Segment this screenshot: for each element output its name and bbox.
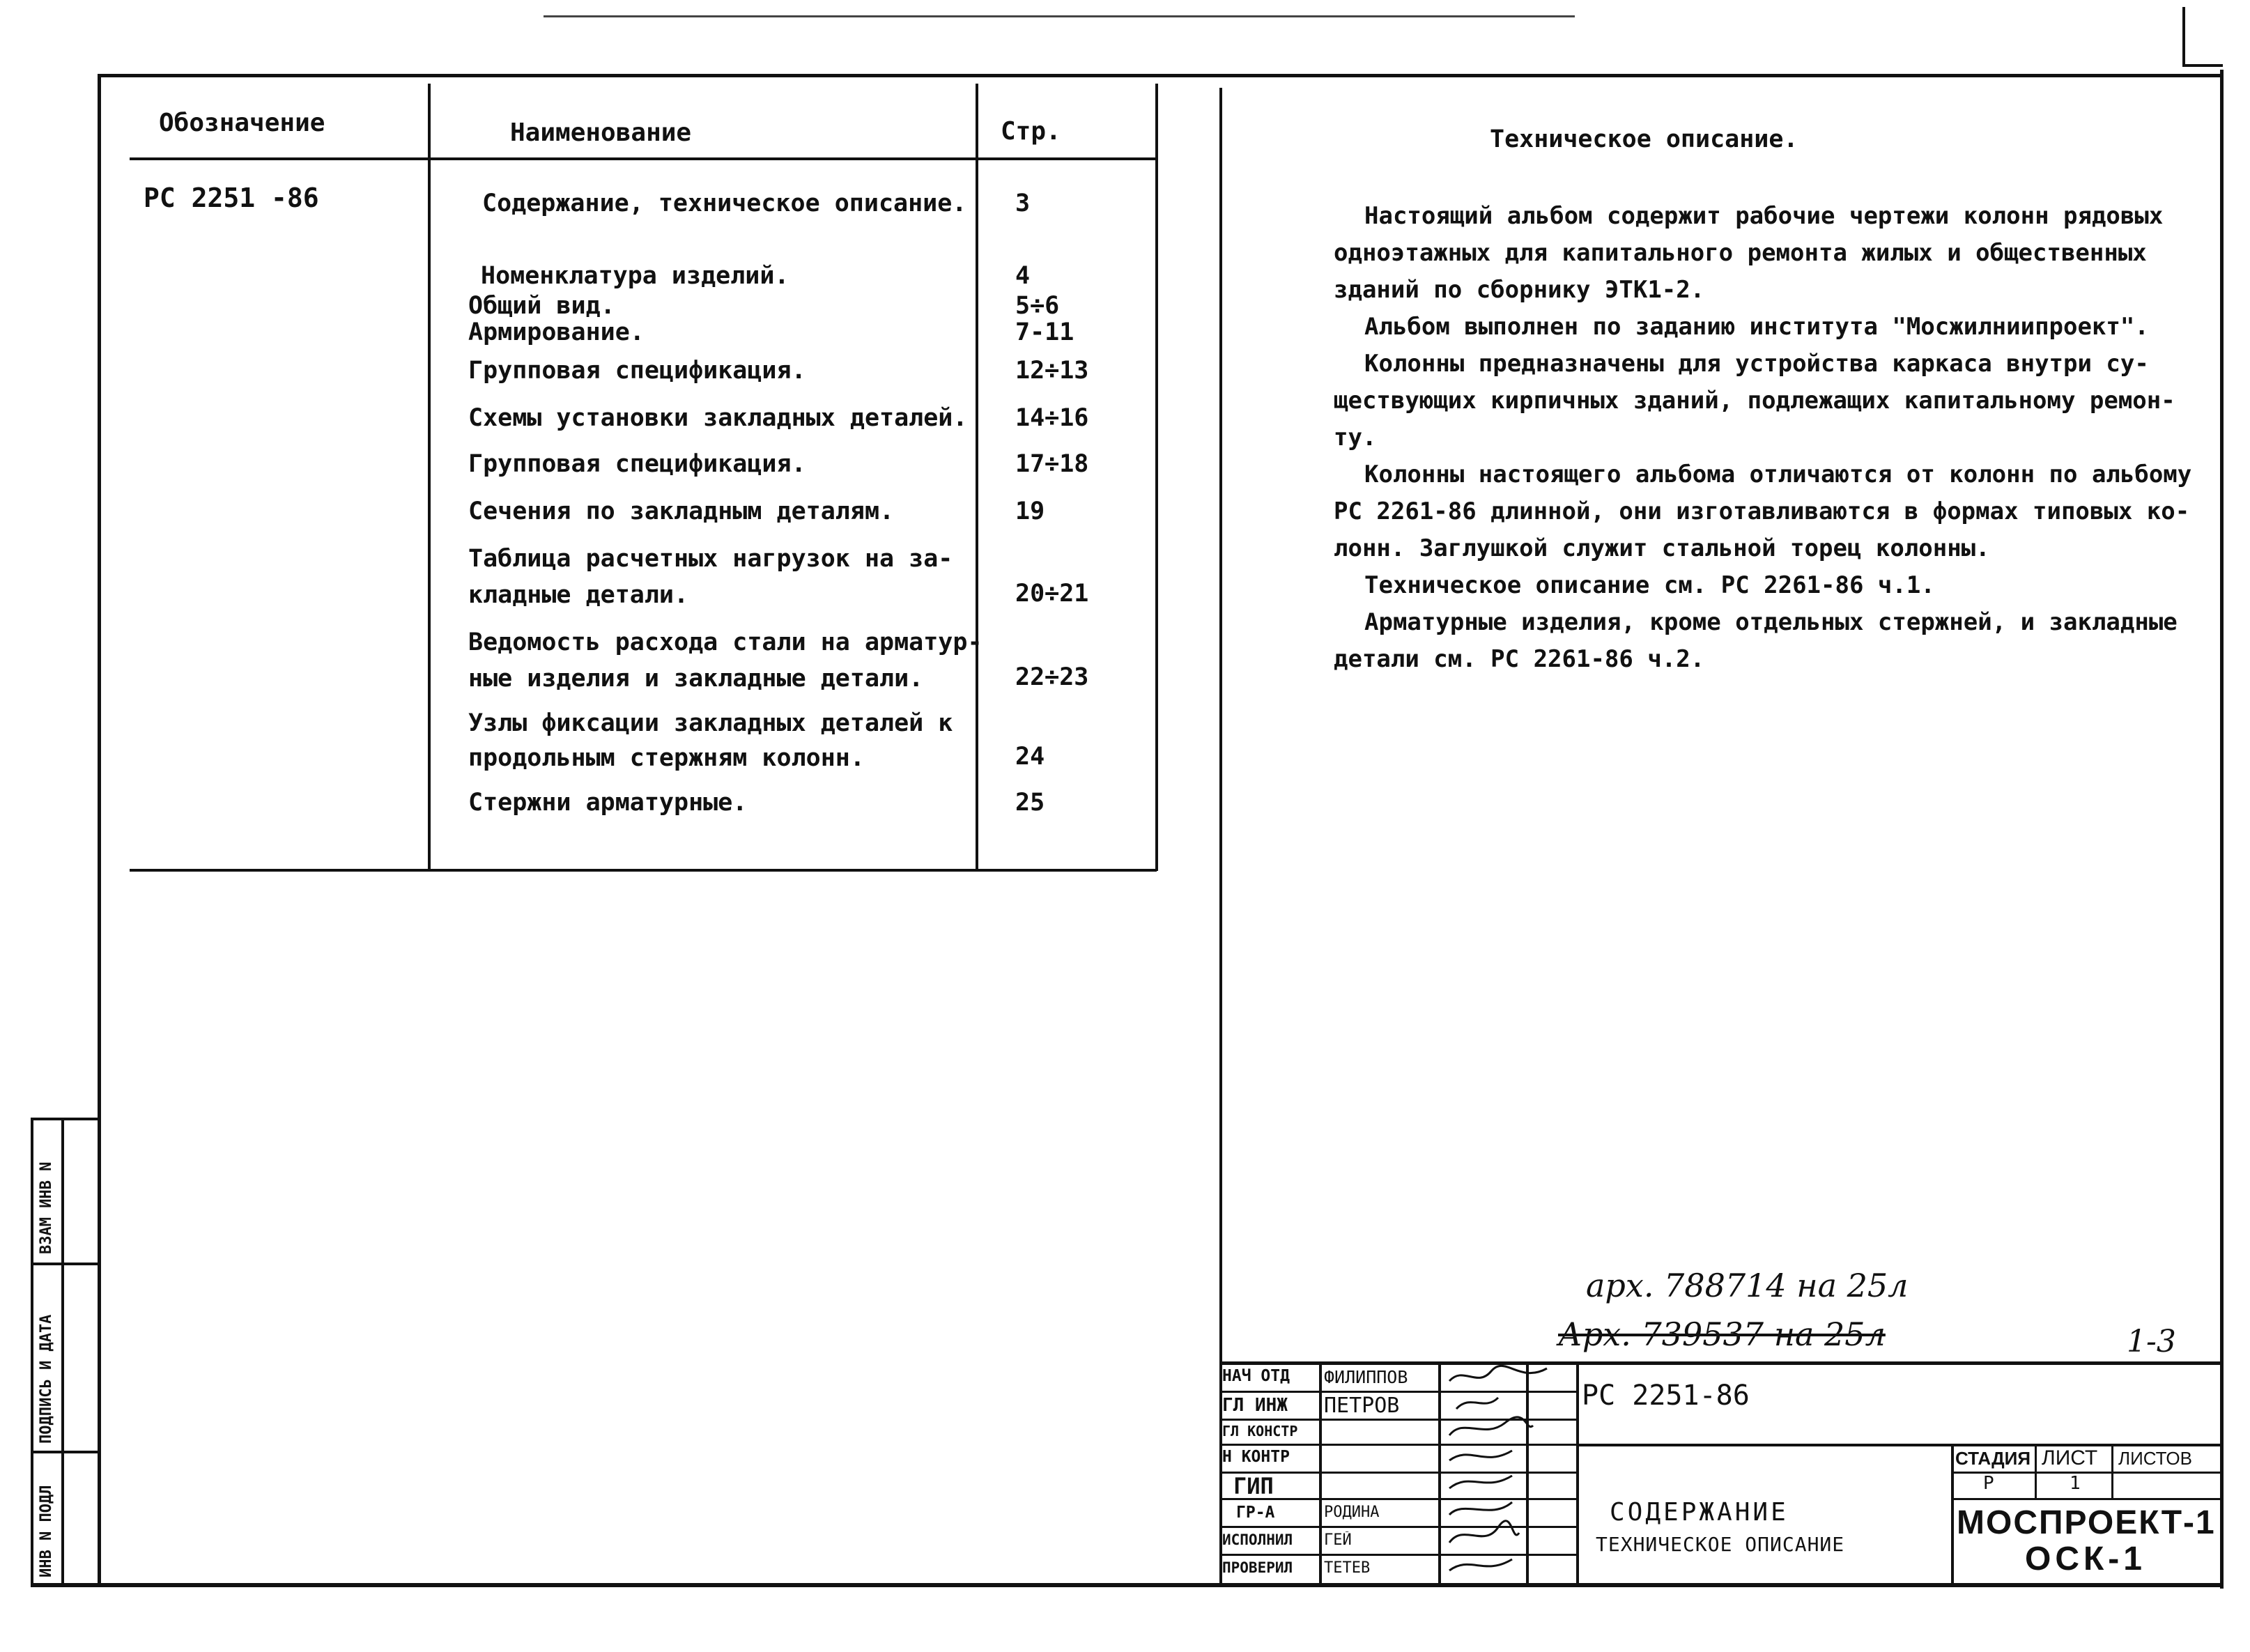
toc-item-page: 3 bbox=[1015, 190, 1031, 217]
toc-item-page: 20÷21 bbox=[1015, 580, 1089, 608]
description-line: Альбом выполнен по заданию института "Мосжилниипроект". bbox=[1364, 313, 2149, 341]
signer-role: ГЛ ИНЖ bbox=[1222, 1395, 1288, 1416]
toc-designation: РС 2251 -86 bbox=[144, 183, 319, 213]
toc-item-name-cont: ные изделия и закладные детали. bbox=[468, 665, 924, 693]
title-block-col-5 bbox=[1951, 1444, 1954, 1584]
toc-header-page: Стр. bbox=[1001, 117, 1061, 146]
toc-item-name: Групповая спецификация. bbox=[468, 450, 806, 478]
signer-name: ФИЛИППОВ bbox=[1324, 1367, 1408, 1387]
signer-role: НАЧ ОТД bbox=[1222, 1367, 1290, 1385]
signer-role: Н КОНТР bbox=[1222, 1448, 1290, 1466]
sheet-title-1: СОДЕРЖАНИЕ bbox=[1610, 1498, 1789, 1527]
document-code: РС 2251-86 bbox=[1582, 1380, 1750, 1412]
description-line: РС 2261-86 длинной, они изготавливаются в формах типовых ко- bbox=[1334, 497, 2190, 525]
side-stamp-field: ИНВ N ПОДЛ bbox=[38, 1485, 55, 1577]
description-body bbox=[1334, 198, 2191, 678]
description-line: Техническое описание см. РС 2261-86 ч.1. bbox=[1364, 571, 1935, 599]
frame-right-line bbox=[2220, 70, 2224, 1589]
top-scratch-line bbox=[544, 15, 1575, 17]
toc-item-name-cont: кладные детали. bbox=[468, 581, 689, 609]
description-line: Настоящий альбом содержит рабочие чертежи колонн рядовых bbox=[1364, 202, 2164, 230]
signature-marks bbox=[1442, 1363, 1568, 1584]
stage-value: Р bbox=[1983, 1473, 1994, 1494]
corner-box-left bbox=[2182, 7, 2185, 67]
toc-item-name: Групповая спецификация. bbox=[468, 357, 806, 385]
organization: МОСПРОЕКТ-1 bbox=[1957, 1504, 2216, 1541]
archive-note-2: Арх. 739537 на 25л bbox=[1558, 1315, 1886, 1353]
toc-item-page: 25 bbox=[1015, 789, 1045, 817]
title-block-mid-line bbox=[1576, 1444, 2221, 1446]
corner-box-bottom bbox=[2182, 64, 2223, 67]
frame-left-line bbox=[98, 74, 101, 1586]
toc-item-page: 17÷18 bbox=[1015, 450, 1089, 478]
toc-item-name-cont: продольным стержням колонн. bbox=[468, 744, 865, 772]
toc-item-page: 4 bbox=[1015, 262, 1031, 290]
toc-item-page: 24 bbox=[1015, 743, 1045, 771]
toc-item-page: 14÷16 bbox=[1015, 404, 1089, 432]
signer-name: ГЕЙ bbox=[1324, 1531, 1352, 1549]
frame-bottom-line bbox=[31, 1583, 2224, 1587]
sheet-header: ЛИСТ bbox=[2042, 1446, 2098, 1469]
toc-item-page: 7-11 bbox=[1015, 318, 1074, 346]
toc-item-name: Общий вид. bbox=[468, 292, 615, 320]
toc-item-name: Армирование. bbox=[468, 318, 645, 346]
divider-between-columns bbox=[1219, 88, 1222, 1584]
frame-top-line bbox=[98, 74, 2223, 77]
department: ОСК-1 bbox=[2025, 1541, 2146, 1577]
toc-item-name: Узлы фиксации закладных деталей к bbox=[468, 709, 953, 737]
description-line: Колонны настоящего альбома отличаются от колонн по альбому bbox=[1364, 461, 2192, 488]
stage-header: СТАДИЯ bbox=[1955, 1448, 2031, 1469]
signer-role: ГР-А bbox=[1236, 1504, 1275, 1522]
toc-right-border bbox=[1155, 84, 1158, 871]
archive-note-1: арх. 788714 на 25л bbox=[1586, 1267, 1909, 1304]
toc-col-divider-1 bbox=[428, 84, 431, 871]
title-block-stage-col-1 bbox=[2035, 1444, 2037, 1499]
title-block-stage-line-2 bbox=[1951, 1498, 2221, 1500]
description-line: ту. bbox=[1334, 424, 1377, 451]
title-block-col-4 bbox=[1576, 1361, 1579, 1584]
signer-name: РОДИНА bbox=[1324, 1504, 1380, 1521]
toc-item-page: 5÷6 bbox=[1015, 292, 1060, 320]
toc-header-rule bbox=[130, 157, 1157, 160]
sheets-header: ЛИСТОВ bbox=[2118, 1448, 2192, 1469]
signer-role: ИСПОЛНИЛ bbox=[1222, 1531, 1293, 1548]
side-stamp-left bbox=[31, 1118, 33, 1587]
toc-item-name: Таблица расчетных нагрузок на за- bbox=[468, 545, 953, 573]
description-line: ществующих кирпичных зданий, подлежащих капитальному ремон- bbox=[1334, 387, 2175, 415]
toc-item-name: Содержание, техническое описание. bbox=[482, 190, 967, 217]
side-stamp-field: ВЗАМ ИНВ N bbox=[38, 1161, 55, 1254]
description-line: Арматурные изделия, кроме отдельных стержней, и закладные bbox=[1364, 608, 2178, 636]
toc-bottom-rule bbox=[130, 869, 1157, 872]
signer-role: ГИП bbox=[1233, 1473, 1274, 1499]
title-block-stage-col-2 bbox=[2111, 1444, 2113, 1499]
toc-item-page: 19 bbox=[1015, 497, 1045, 525]
signer-role: ГЛ КОНСТР bbox=[1222, 1423, 1298, 1439]
signer-name: ТЕТЕВ bbox=[1324, 1559, 1371, 1577]
toc-item-name: Стержни арматурные. bbox=[468, 789, 748, 817]
toc-item-name: Номенклатура изделий. bbox=[481, 262, 789, 290]
toc-item-page: 22÷23 bbox=[1015, 663, 1089, 691]
description-line: детали см. РС 2261-86 ч.2. bbox=[1334, 645, 1705, 673]
toc-header-designation: Обозначение bbox=[159, 109, 325, 137]
description-line: зданий по сборнику ЭТК1-2. bbox=[1334, 276, 1705, 304]
description-line: лонн. Заглушкой служит стальной торец колонны. bbox=[1334, 534, 1990, 562]
toc-col-divider-2 bbox=[976, 84, 978, 871]
toc-item-name: Ведомость расхода стали на арматур- bbox=[468, 628, 983, 656]
description-line: одноэтажных для капитального ремонта жилых и общественных bbox=[1334, 239, 2147, 267]
signer-name: ПЕТРОВ bbox=[1324, 1394, 1400, 1418]
sheet-value: 1 bbox=[2070, 1473, 2081, 1494]
toc-item-page: 12÷13 bbox=[1015, 357, 1089, 385]
side-stamp-field: ПОДПИСЬ И ДАТА bbox=[38, 1314, 55, 1444]
title-block-top-line bbox=[1219, 1361, 2221, 1365]
toc-header-name: Наименование bbox=[510, 118, 692, 147]
side-stamp-sep bbox=[31, 1263, 99, 1265]
sheet-title-2: ТЕХНИЧЕСКОЕ ОПИСАНИЕ bbox=[1596, 1533, 1845, 1556]
toc-item-name: Сечения по закладным деталям. bbox=[468, 497, 895, 525]
toc-item-name: Схемы установки закладных деталей. bbox=[468, 404, 968, 432]
signer-role: ПРОВЕРИЛ bbox=[1222, 1559, 1293, 1576]
side-stamp-mid bbox=[61, 1118, 64, 1587]
description-line: Колонны предназначены для устройства каркаса внутри су- bbox=[1364, 350, 2149, 378]
side-stamp-sep bbox=[31, 1451, 99, 1453]
description-title: Техническое описание. bbox=[1490, 125, 1798, 153]
side-stamp-top bbox=[31, 1118, 99, 1120]
sheet-mark: 1-3 bbox=[2127, 1324, 2176, 1359]
